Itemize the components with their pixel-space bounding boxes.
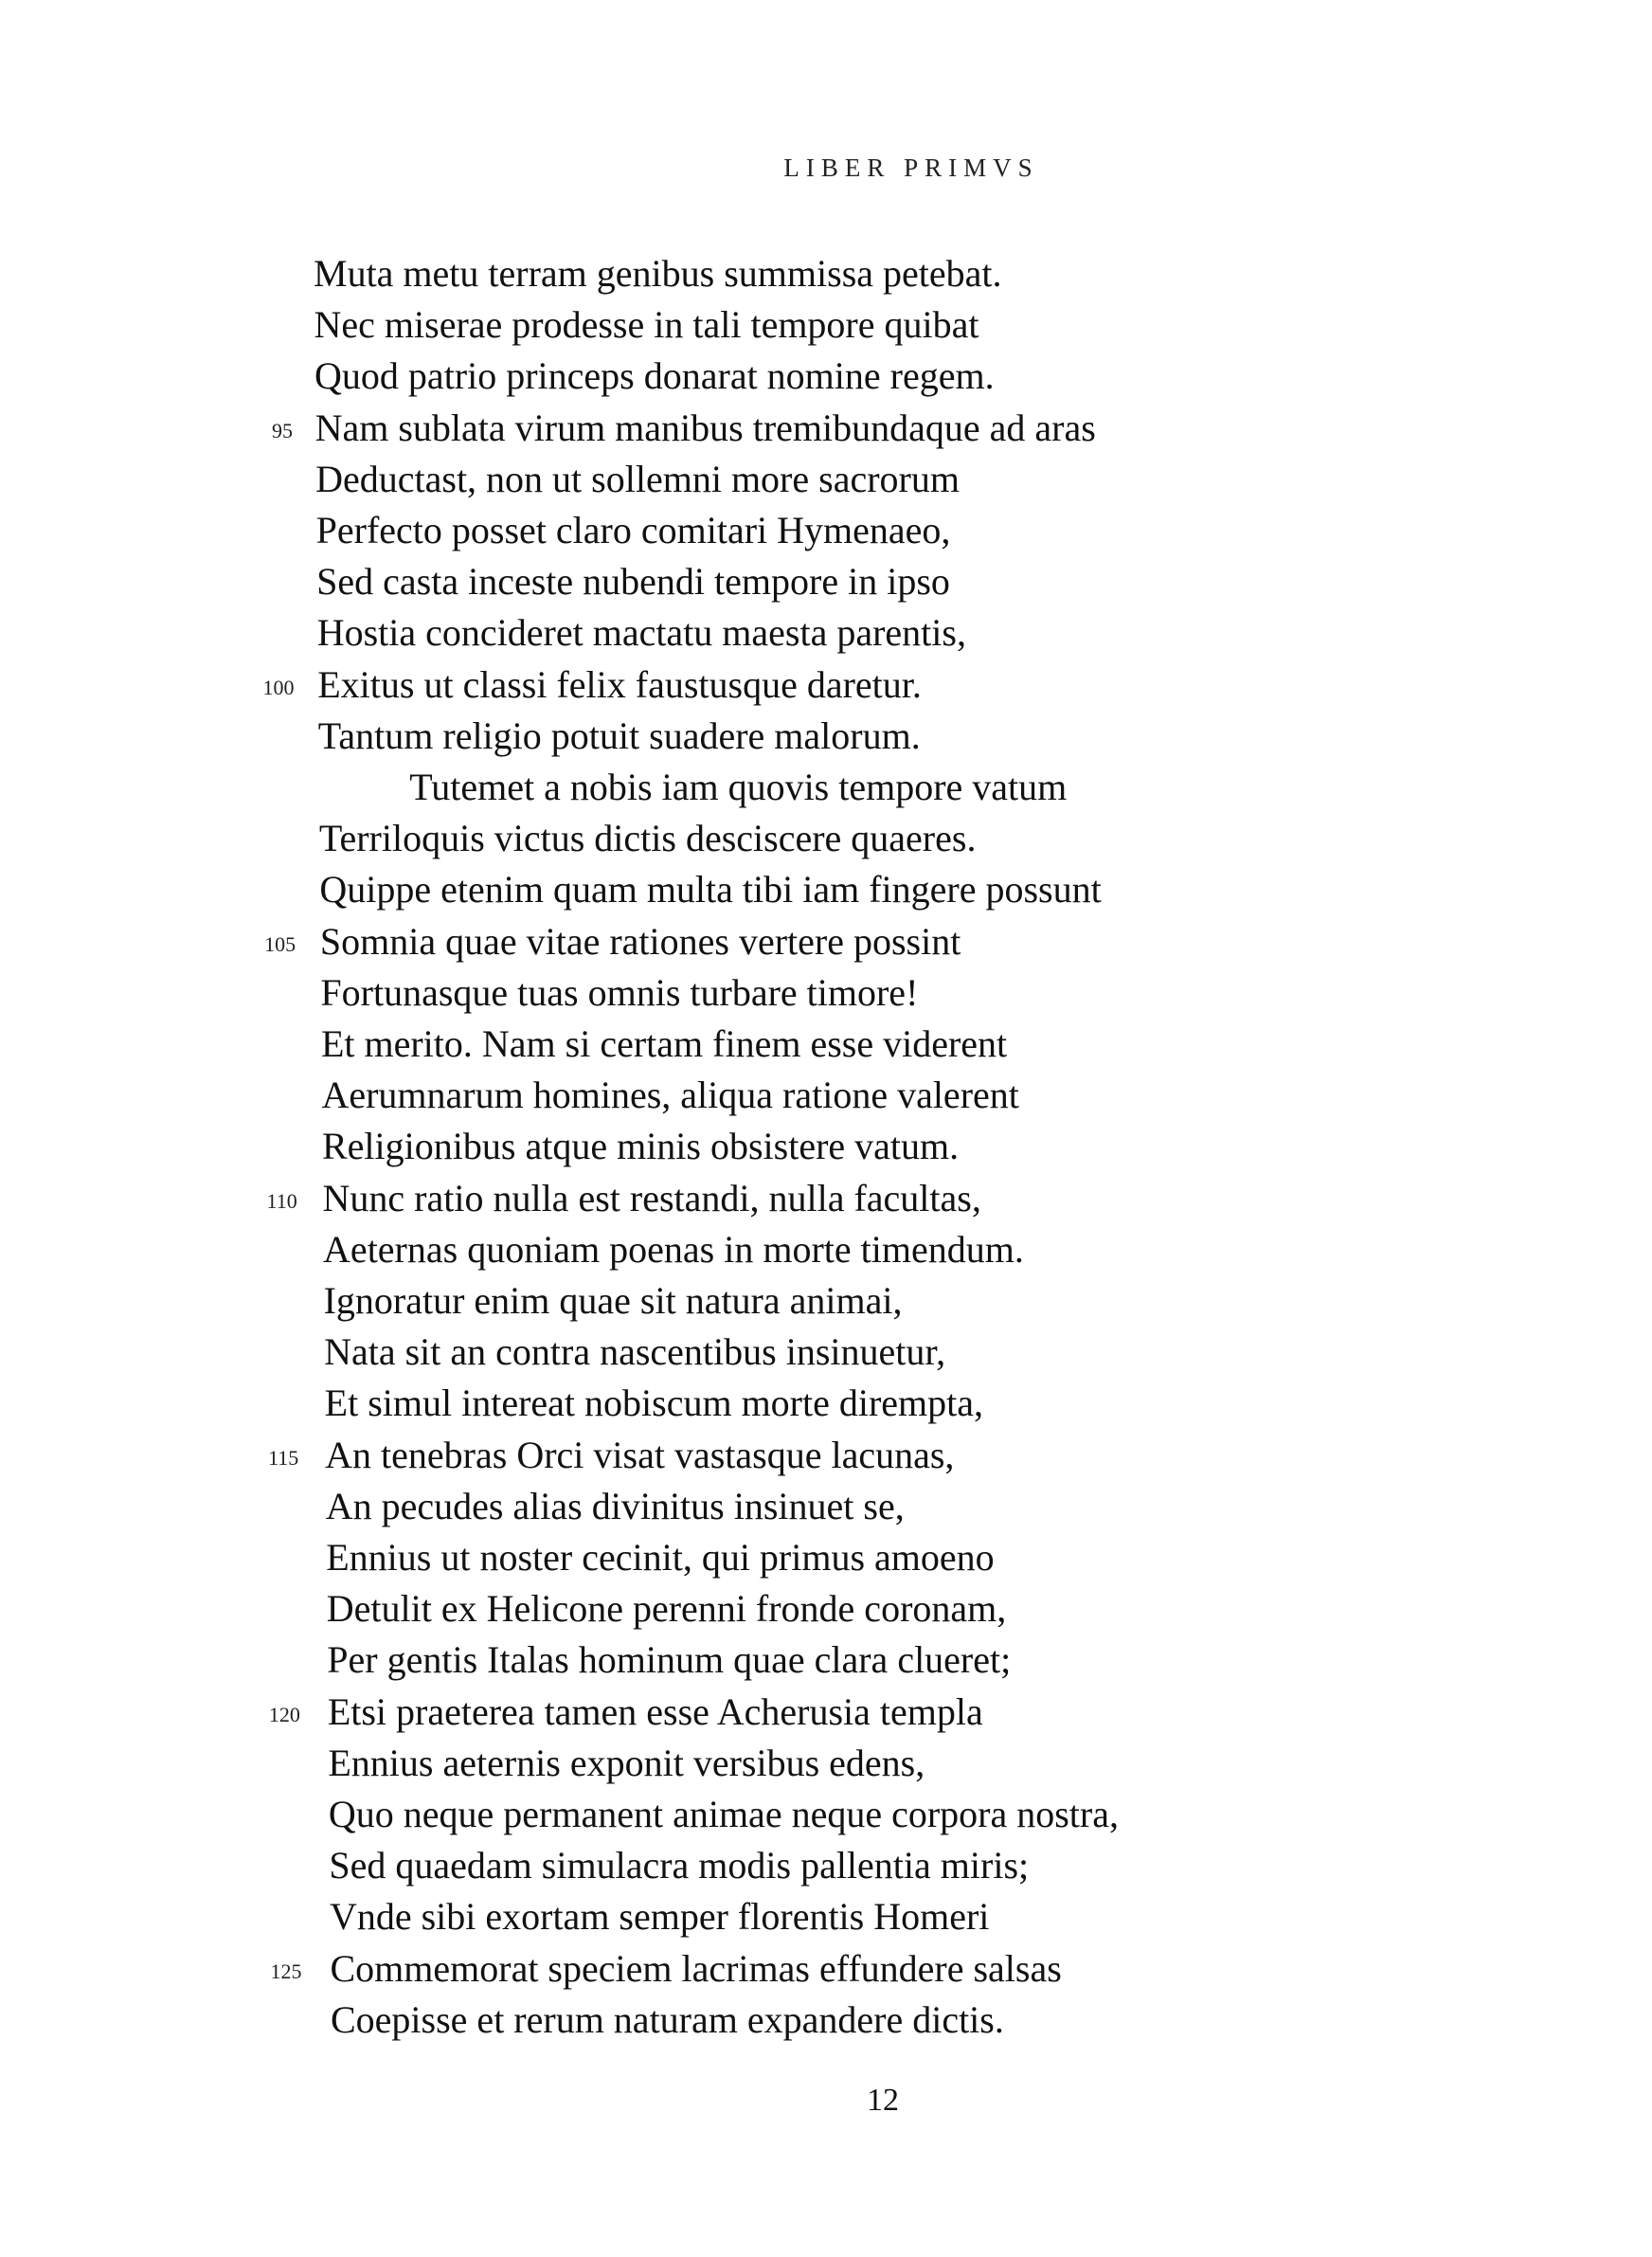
line-text: Vnde sibi exortam semper florentis Homeri (329, 1895, 990, 1939)
verse-line (0, 403, 1652, 454)
line-number: 95 (271, 418, 293, 442)
verse-line (0, 351, 1652, 402)
line-text: An pecudes alias divinitus insinuet se, (325, 1484, 905, 1527)
verse-line (0, 1583, 1652, 1634)
line-number: 110 (266, 1188, 297, 1213)
verse-line (0, 1532, 1652, 1583)
line-text: Deductast, non ut sollemni more sacrorum (315, 457, 960, 500)
verse-line (0, 1224, 1652, 1275)
line-number: 120 (268, 1702, 300, 1726)
line-text: Terriloquis victus dictis desciscere quaeres. (318, 817, 977, 860)
line-text: Et simul intereat nobiscum morte dirempta, (324, 1381, 984, 1425)
running-head: LIBER PRIMVS (783, 153, 1039, 182)
line-text: Religionibus atque minis obsistere vatum. (322, 1125, 960, 1168)
verse-line (0, 967, 1652, 1019)
line-text: Et merito. Nam si certam finem esse viderent (320, 1022, 1008, 1065)
verse-line (0, 454, 1652, 505)
verse-line (0, 607, 1652, 659)
verse-line (0, 813, 1652, 864)
line-text: Hostia concideret mactatu maesta parentis, (316, 611, 966, 655)
line-text: Tantum religio potuit suadere malorum. (317, 713, 921, 757)
page-number: 12 (867, 2083, 899, 2118)
line-text: Sed quaedam simulacra modis pallentia miris; (329, 1844, 1030, 1887)
line-text: Aeternas quoniam poenas in morte timendum. (323, 1227, 1024, 1271)
line-text: Tutemet a nobis iam quovis tempore vatum (409, 766, 1068, 808)
line-number: 100 (262, 675, 295, 699)
line-text: Quippe etenim quam multa tibi iam fingere possunt (319, 868, 1102, 912)
verse-line (0, 1943, 1652, 1995)
line-text: Nunc ratio nulla est restandi, nulla facultas, (322, 1176, 981, 1219)
verse-line (0, 248, 1652, 299)
verse-line (0, 1789, 1652, 1840)
line-text: Aerumnarum homines, aliqua ratione valerent (321, 1074, 1019, 1117)
line-text: Exitus ut classi felix faustusque daretur. (317, 662, 922, 706)
line-text: Etsi praeterea tamen esse Acherusia templa (327, 1689, 983, 1733)
line-text: Ennius aeternis exponit versibus edens, (328, 1741, 925, 1784)
verse-line (0, 1070, 1652, 1121)
verse-line (0, 916, 1652, 967)
verse-line (0, 1891, 1652, 1942)
verse-line (0, 1121, 1652, 1172)
line-text: An tenebras Orci visat vastasque lacunas, (325, 1433, 955, 1476)
line-text: Sed casta inceste nubendi tempore in ipso (316, 560, 950, 604)
verse-line (0, 1687, 1652, 1738)
line-number: 105 (264, 931, 296, 956)
line-text: Quod patrio princeps donarat nomine regem. (314, 354, 995, 398)
line-text: Muta metu terram genibus summissa petebat. (314, 252, 1002, 295)
verse-line (0, 1327, 1652, 1378)
line-text: Nata sit an contra nascentibus insinuetur, (324, 1330, 946, 1374)
line-text: Quo neque permanent animae neque corpora nostra, (328, 1793, 1119, 1835)
verse-line (0, 1995, 1652, 2046)
line-text: Commemorat speciem lacrimas effundere salsas (330, 1946, 1062, 1990)
verse-line (0, 1019, 1652, 1070)
verse-line (0, 556, 1652, 607)
verse-line (0, 1738, 1652, 1789)
verse-line (0, 1275, 1652, 1327)
line-text: Nec miserae prodesse in tali tempore quibat (314, 303, 979, 347)
line-text: Fortunasque tuas omnis turbare timore! (320, 970, 919, 1014)
verse-line (0, 1481, 1652, 1532)
line-number: 115 (268, 1445, 299, 1470)
verse-line (0, 659, 1652, 711)
line-text: Somnia quae vitae rationes vertere possint (319, 919, 961, 963)
verse-line (0, 1840, 1652, 1891)
verse-line (0, 505, 1652, 556)
verse-line (0, 711, 1652, 762)
line-text: Nam sublata virum manibus tremibundaque ad aras (314, 406, 1096, 449)
verse-line (0, 299, 1652, 351)
verse-line (0, 1173, 1652, 1224)
line-text: Perfecto posset claro comitari Hymenaeo, (315, 509, 951, 551)
verse-line (0, 762, 1652, 813)
line-text: Ignoratur enim quae sit natura animai, (323, 1279, 903, 1322)
line-text: Per gentis Italas hominum quae clara clueret; (327, 1638, 1012, 1682)
line-number: 125 (270, 1959, 302, 1983)
verse-line (0, 1634, 1652, 1686)
line-text: Coepisse et rerum naturam expandere dictis. (331, 1997, 1004, 2041)
line-text: Detulit ex Helicone perenni fronde coronam, (326, 1587, 1007, 1631)
verse-line (0, 864, 1652, 915)
line-text: Ennius ut noster cecinit, qui primus amoeno (326, 1536, 995, 1579)
verse-line (0, 1430, 1652, 1481)
verse-line (0, 1378, 1652, 1429)
